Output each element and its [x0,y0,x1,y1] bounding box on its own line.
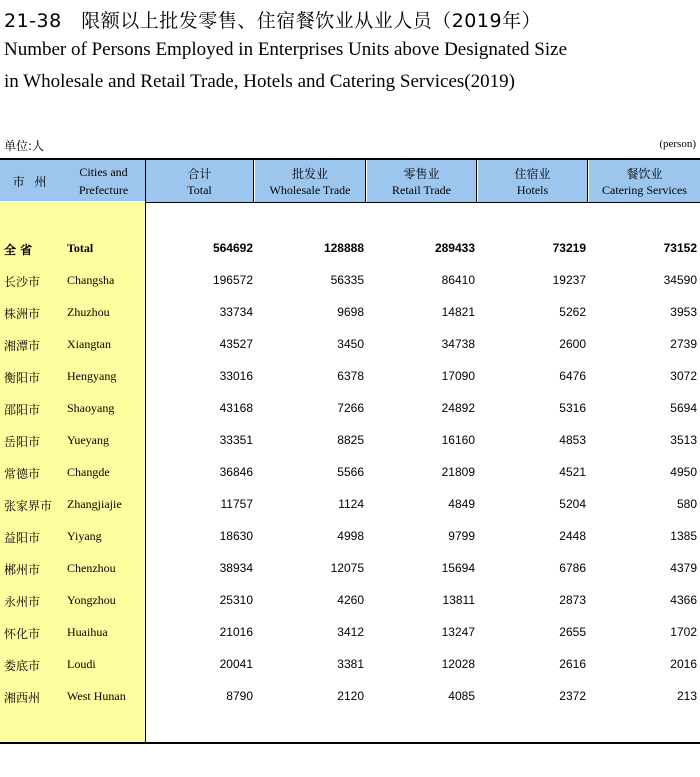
cell-total: 25310 [219,593,253,607]
table-row [0,561,700,581]
cell-wholesale: 1124 [338,497,364,511]
cell-hotels: 5316 [559,401,586,415]
row-name-en: Huaihua [67,625,108,639]
cell-total: 43168 [219,401,253,415]
cell-hotels: 4521 [559,465,586,479]
cell-total: 36846 [219,465,253,479]
cell-retail: 4085 [448,689,475,703]
cell-retail: 14821 [441,305,475,319]
row-name-en: Total [67,241,94,255]
cell-total: 8790 [226,689,253,703]
row-name-cn: 怀化市 [4,627,41,641]
header-catering [589,160,700,202]
cell-catering: 73152 [663,241,697,255]
cell-catering: 3072 [670,369,697,383]
cell-total: 33016 [219,369,253,383]
row-name-cn: 株洲市 [4,307,41,321]
row-name-en: Yueyang [67,433,109,447]
cell-hotels: 2448 [559,529,586,543]
cell-hotels: 2372 [559,689,586,703]
row-name-en: Loudi [67,657,96,671]
cell-catering: 1702 [670,625,697,639]
cell-wholesale: 4998 [337,529,364,543]
table-row [0,689,700,709]
cell-hotels: 5262 [559,305,586,319]
row-name-en: Xiangtan [67,337,111,351]
cell-retail: 289433 [434,241,475,255]
table-title-en-line1: Number of Persons Employed in Enterprises Units above Designated Size [4,39,568,60]
row-name-cn: 长沙市 [4,275,41,289]
table-row [0,337,700,357]
cell-total: 21016 [219,625,253,639]
cell-wholesale: 3450 [337,337,364,351]
table-bottom-rule [0,742,700,744]
table-row [0,593,700,613]
cell-catering: 5694 [670,401,697,415]
cell-retail: 21809 [441,465,475,479]
row-name-en: Changsha [67,273,115,287]
cell-catering: 4379 [670,561,697,575]
header-total-en: Total [187,183,212,197]
cell-retail: 12028 [441,657,475,671]
header-hotels-en: Hotels [516,183,549,197]
cell-hotels: 2655 [559,625,586,639]
cell-total: 20041 [219,657,253,671]
row-name-en: West Hunan [67,689,126,703]
row-name-en: Hengyang [67,369,117,383]
cell-total: 196572 [212,273,253,287]
header-hotels [478,160,588,202]
header-hotels-cn: 住宿业 [514,167,551,181]
cell-wholesale: 9698 [337,305,364,319]
row-name-cn: 张家界市 [4,499,53,513]
cell-hotels: 2873 [559,593,586,607]
table-title-cn: 21-38 限额以上批发零售、住宿餐饮业从业人员（2019年） [4,10,542,32]
cell-total: 33351 [219,433,253,447]
header-total [146,160,254,202]
cell-wholesale: 5566 [337,465,364,479]
cell-catering: 580 [676,497,697,511]
cell-retail: 4849 [448,497,475,511]
cell-hotels: 6476 [559,369,586,383]
row-name-cn: 常德市 [4,467,41,481]
row-name-cn: 邵阳市 [4,403,41,417]
cell-hotels: 5204 [559,497,586,511]
row-name-cn: 湘西州 [4,691,41,705]
row-name-cn: 益阳市 [4,531,41,545]
row-name-cn: 全 省 [4,243,33,257]
header-wholesale [255,160,366,202]
cell-total: 564692 [212,241,253,255]
table-row [0,529,700,549]
cell-catering: 2016 [670,657,697,671]
cell-total: 38934 [219,561,253,575]
cell-catering: 34590 [663,273,697,287]
table-title-en-line2: in Wholesale and Retail Trade, Hotels and Catering Services(2019) [4,71,515,92]
cell-wholesale: 3412 [337,625,364,639]
cell-wholesale: 128888 [323,241,364,255]
unit-label-cn: 单位:人 [4,139,45,153]
row-name-cn: 娄底市 [4,659,41,673]
row-name-en: Zhuzhou [67,305,110,319]
table-row-total [0,241,700,261]
header-prefecture [62,160,146,202]
table-header [0,158,700,203]
cell-catering: 213 [676,689,697,703]
cell-total: 11757 [220,497,253,511]
header-wholesale-cn: 批发业 [291,167,328,181]
cell-retail: 16160 [441,433,475,447]
cell-catering: 3513 [670,433,697,447]
row-name-en: Shaoyang [67,401,115,415]
row-name-en: Zhangjiajie [67,497,122,511]
cell-wholesale: 6378 [337,369,364,383]
table-row [0,305,700,325]
cell-catering: 1385 [670,529,697,543]
header-total-cn: 合计 [187,167,212,181]
cell-retail: 86410 [441,273,475,287]
table-row [0,625,700,645]
header-city-en-1: Cities and [79,165,128,179]
row-name-cn: 永州市 [4,595,41,609]
row-name-en: Yiyang [67,529,102,543]
unit-label-en: (person) [659,138,696,150]
cell-wholesale: 2120 [337,689,364,703]
header-wholesale-en: Wholesale Trade [269,183,351,197]
cell-wholesale: 8825 [337,433,364,447]
row-name-cn: 郴州市 [4,563,41,577]
table-row [0,273,700,293]
cell-catering: 3953 [670,305,697,319]
table-row [0,497,700,517]
table-row [0,465,700,485]
cell-wholesale: 7266 [337,401,364,415]
cell-catering: 4950 [670,465,697,479]
cell-hotels: 6786 [559,561,586,575]
header-catering-cn: 餐饮业 [626,167,663,181]
cell-hotels: 19237 [552,273,586,287]
header-city-en-2: Prefecture [78,183,129,197]
cell-catering: 2739 [670,337,697,351]
header-retail-cn: 零售业 [403,167,440,181]
cell-retail: 15694 [441,561,475,575]
cell-total: 18630 [219,529,253,543]
header-catering-en: Catering Services [602,183,687,197]
table-row [0,657,700,677]
cell-retail: 17090 [441,369,475,383]
header-retail [367,160,477,202]
cell-wholesale: 12075 [330,561,364,575]
row-name-en: Yongzhou [67,593,116,607]
cell-hotels: 2616 [559,657,586,671]
cell-wholesale: 56335 [330,273,364,287]
row-name-en: Chenzhou [67,561,116,575]
cell-total: 33734 [219,305,253,319]
cell-catering: 4366 [670,593,697,607]
table-row [0,369,700,389]
cell-retail: 34738 [441,337,475,351]
cell-retail: 13811 [442,593,475,607]
header-city [0,160,62,202]
cell-total: 43527 [219,337,253,351]
cell-retail: 13247 [441,625,475,639]
cell-wholesale: 4260 [337,593,364,607]
cell-wholesale: 3381 [337,657,364,671]
row-name-cn: 岳阳市 [4,435,41,449]
row-name-cn: 湘潭市 [4,339,41,353]
table-row [0,433,700,453]
cell-hotels: 73219 [552,241,586,255]
cell-retail: 9799 [448,529,475,543]
header-retail-en: Retail Trade [392,183,451,197]
cell-hotels: 4853 [559,433,586,447]
row-name-cn: 衡阳市 [4,371,41,385]
row-name-en: Changde [67,465,110,479]
header-city-cn: 市 州 [12,175,50,189]
table-row [0,401,700,421]
cell-retail: 24892 [441,401,475,415]
cell-hotels: 2600 [559,337,586,351]
